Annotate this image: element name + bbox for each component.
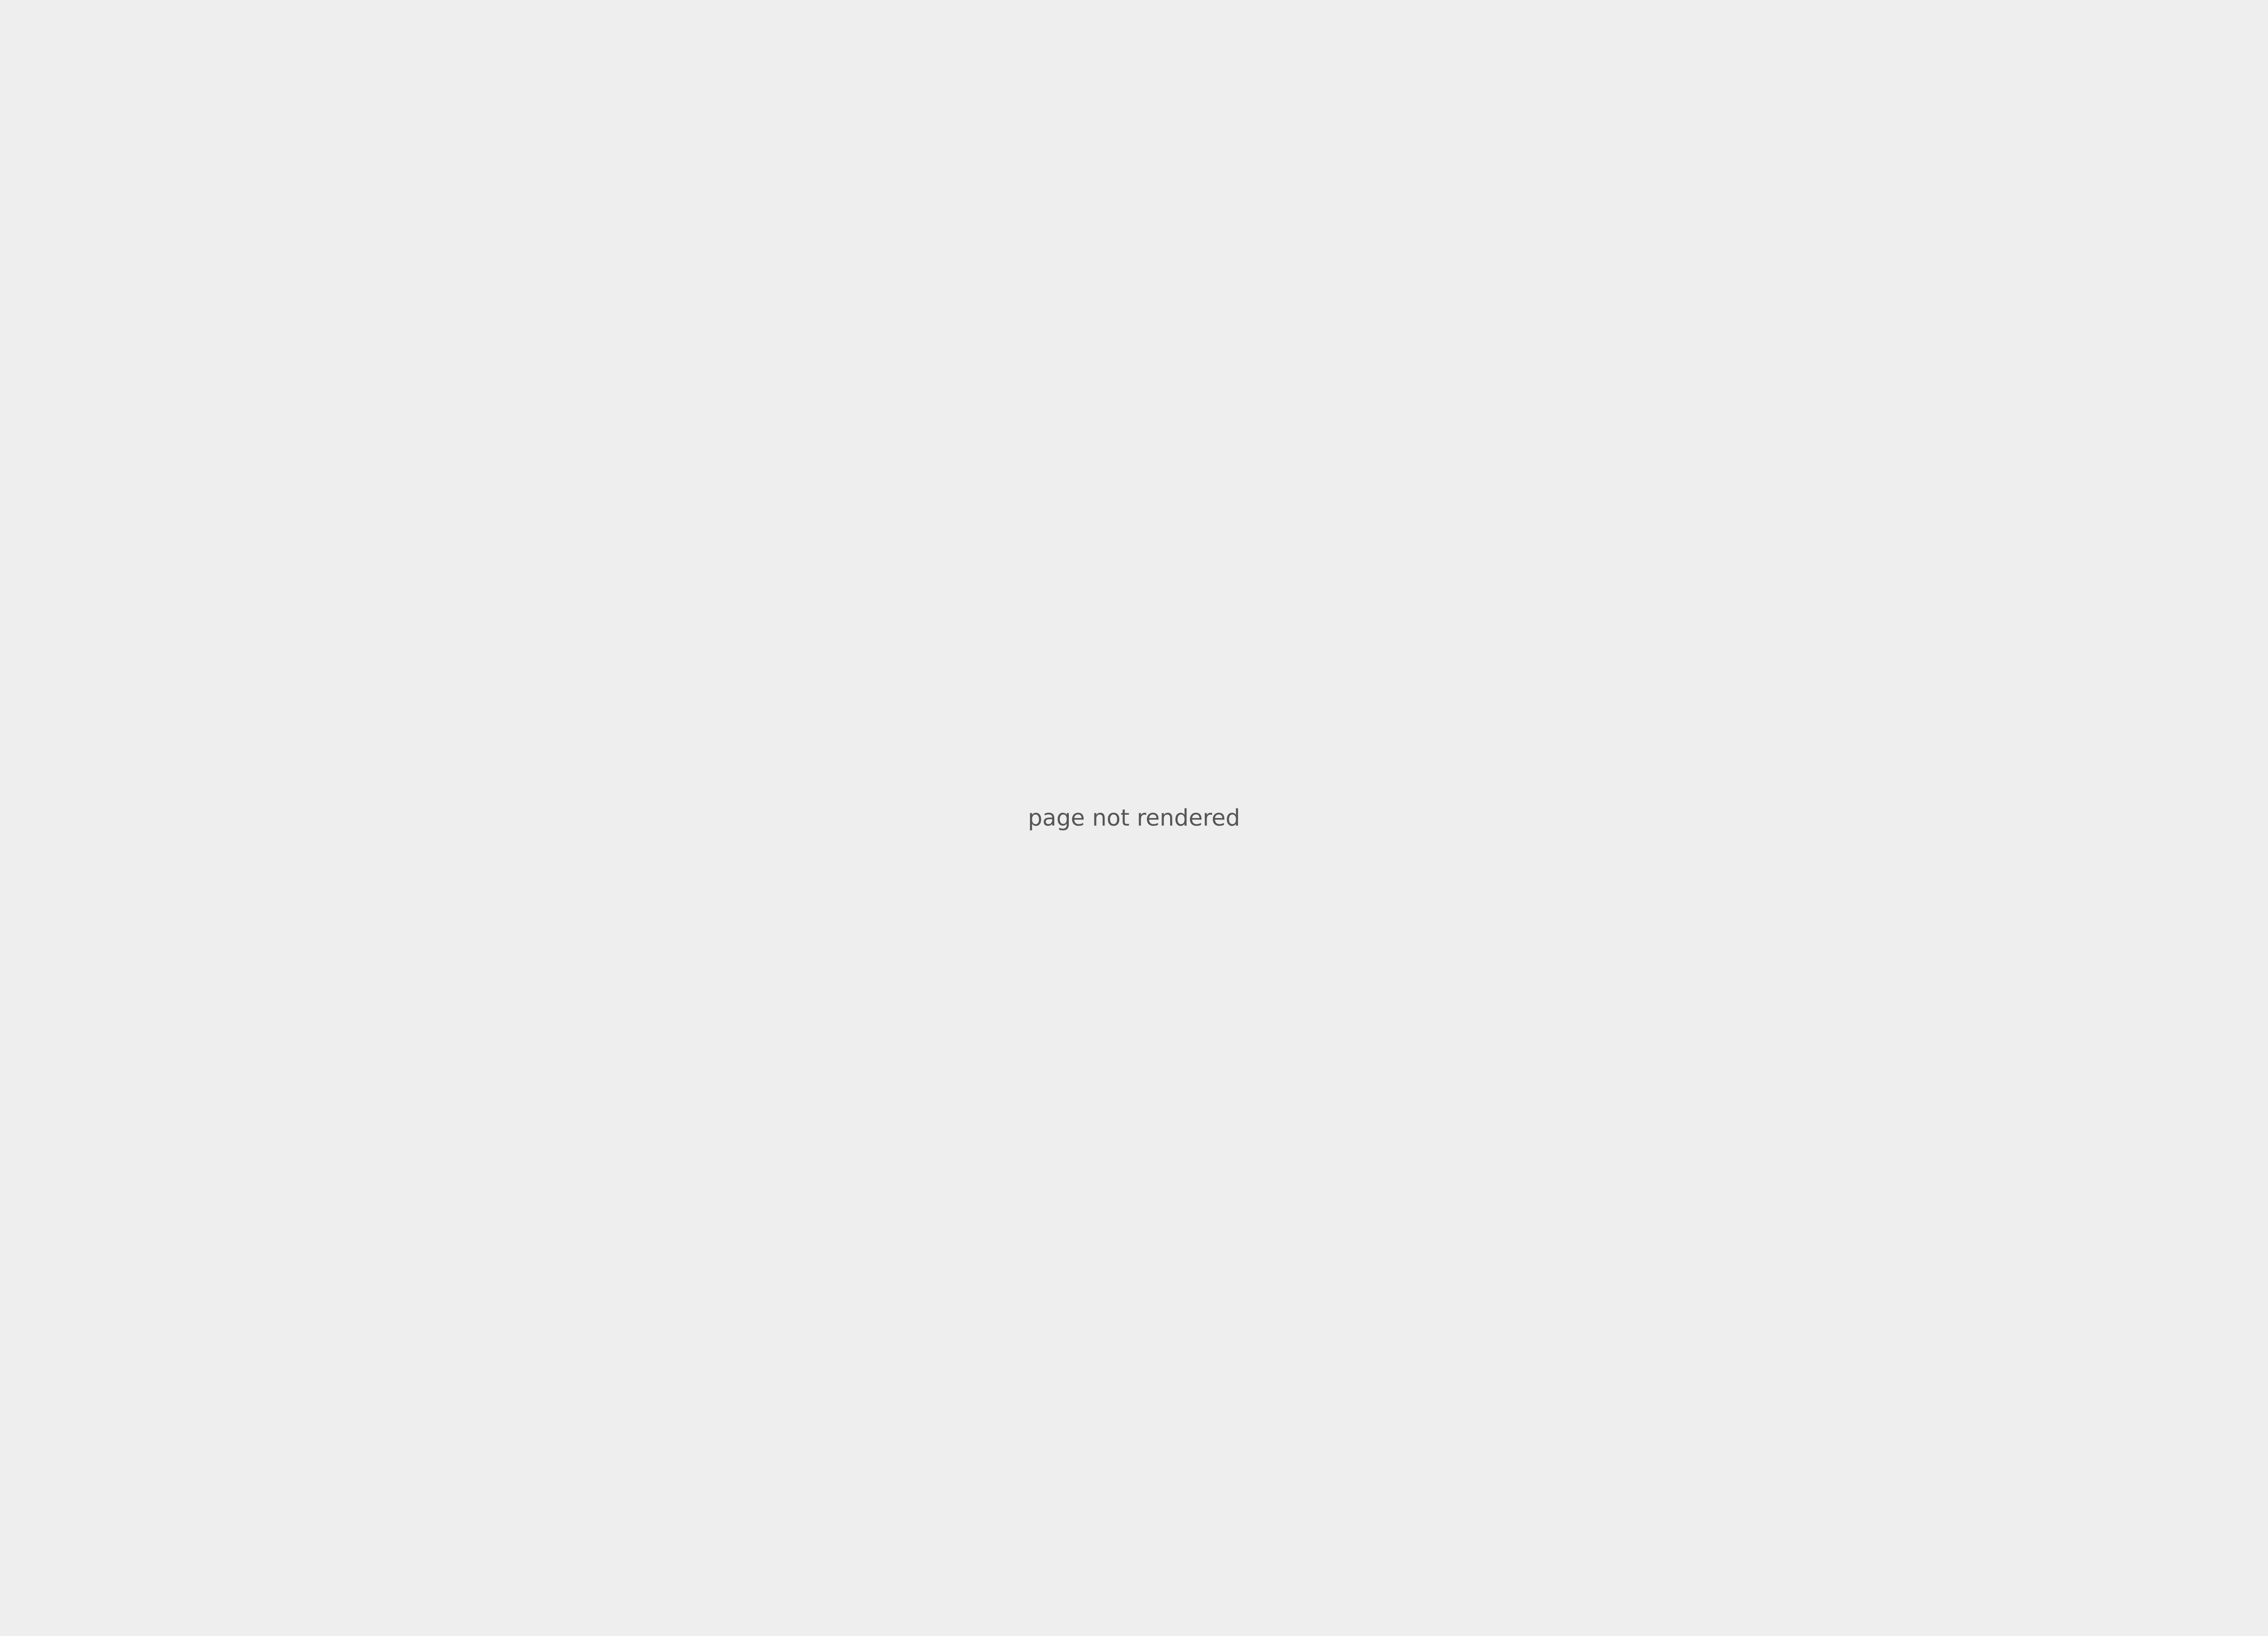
placeholder-text: page not rendered: [1027, 805, 1241, 831]
